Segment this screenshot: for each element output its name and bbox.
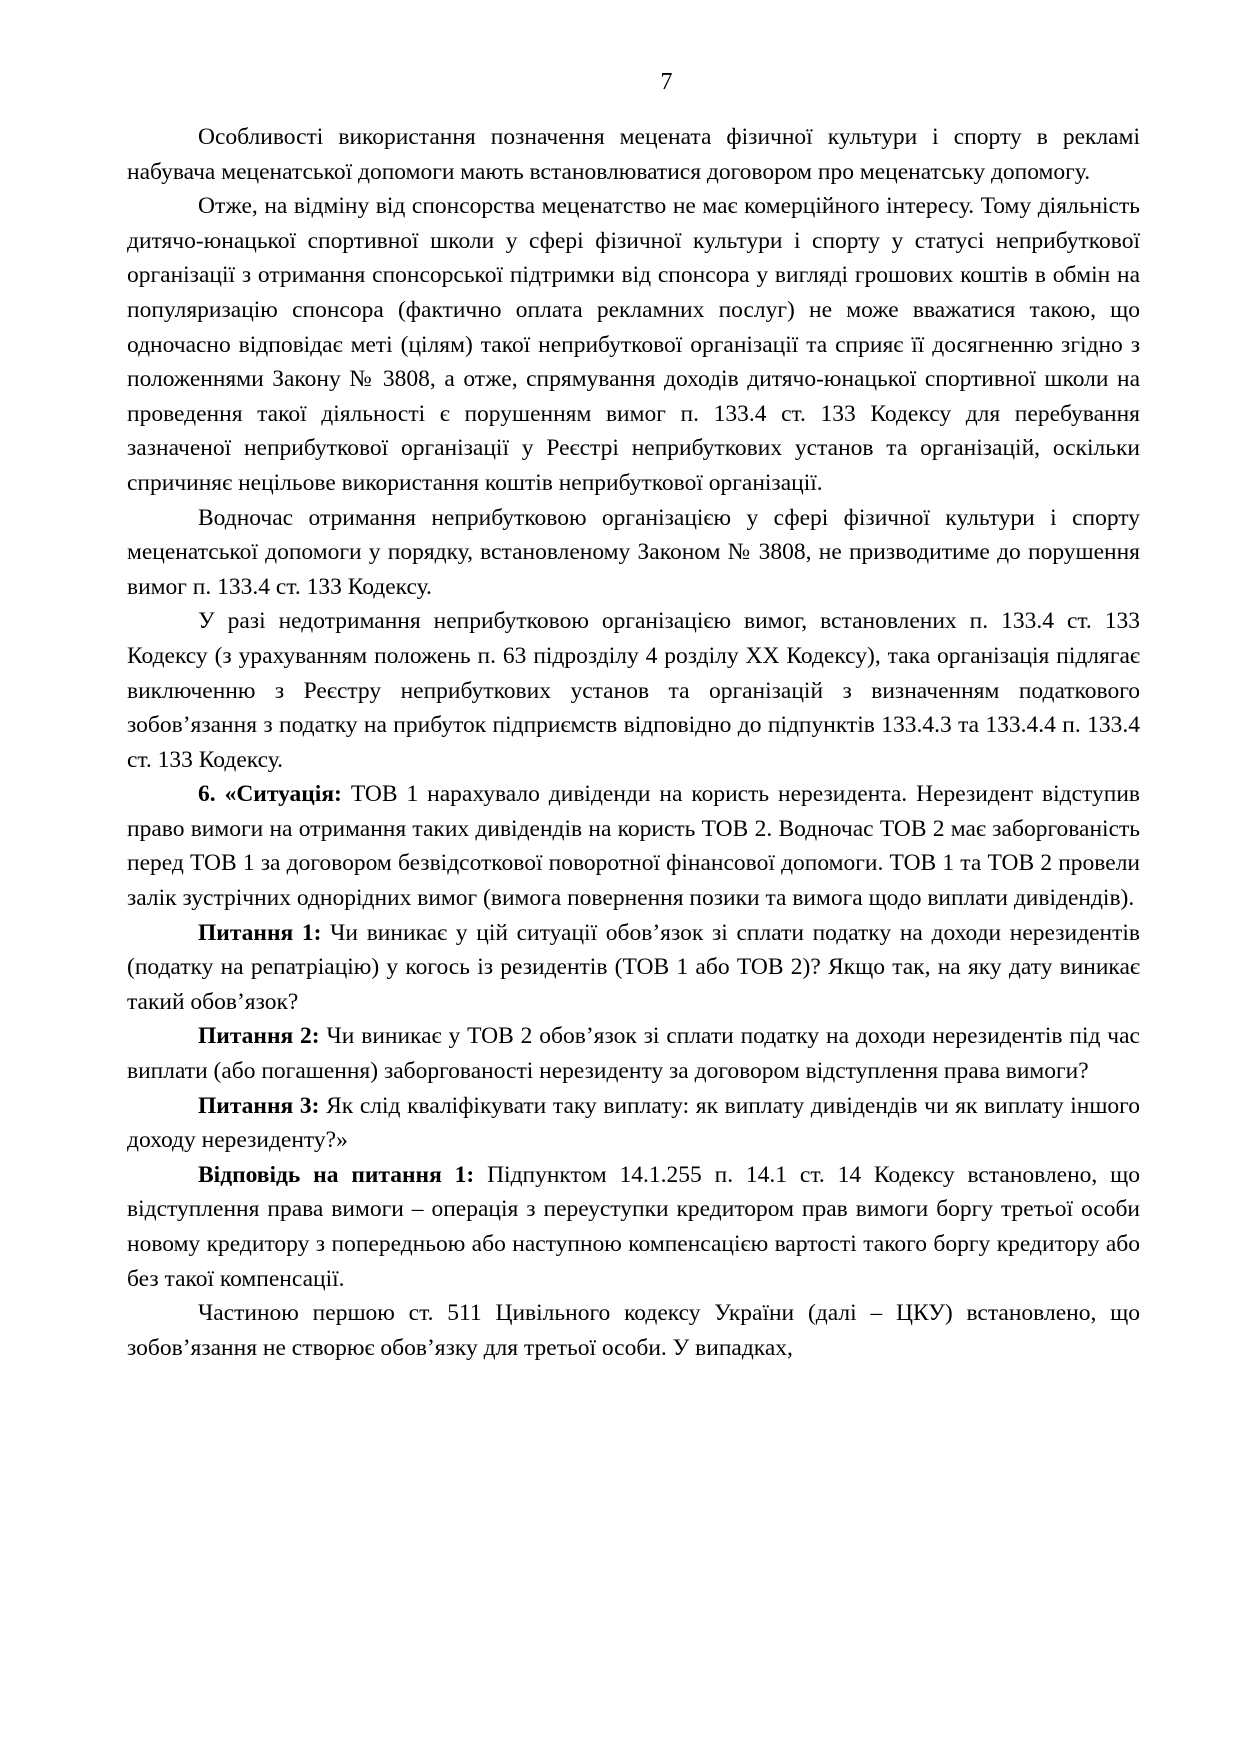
paragraph-lead: Питання 3: <box>198 1092 320 1119</box>
paragraph: Питання 2: Чи виникає у ТОВ 2 обов’язок зі сплати податку на доходи нерезидентів під час виплати (або погашення) заборгованості нерезиденту за договором відступлення права вимоги? <box>127 1023 1140 1085</box>
paragraph: Питання 3: Як слід кваліфікувати таку виплату: як виплату дивідендів чи як виплату іншого доходу нерезиденту?» <box>127 1092 1140 1154</box>
document-body <box>127 120 1140 1365</box>
paragraph-lead: 6. «Ситуація: <box>198 781 342 808</box>
paragraph: Особливості використання позначення мецената фізичної культури і спорту в рекламі набувача меценатської допомоги мають встановлюватися договором про меценатську допомогу. <box>127 124 1140 185</box>
paragraph: Відповідь на питання 1: Підпунктом 14.1.255 п. 14.1 ст. 14 Кодексу встановлено, що відступлення права вимоги – операція з переуступки кредитором прав вимоги боргу третьої особи новому кредитору з попередньою або наступною компенсацією вартості такого боргу кредитору або без такої компенсації. <box>127 1161 1140 1292</box>
paragraph: Питання 1: Чи виникає у цій ситуації обов’язок зі сплати податку на доходи нерезидентів (податку на репатріацію) у когось із резидентів (ТОВ 1 або ТОВ 2)? Якщо так, на яку дату виникає такий обов’язок? <box>127 919 1140 1015</box>
paragraph: 6. «Ситуація: ТОВ 1 нарахувало дивіденди на користь нерезидента. Нерезидент відступив право вимоги на отримання таких дивідендів на користь ТОВ 2. Водночас ТОВ 2 має заборгованість перед ТОВ 1 за договором безвідсоткової поворотної фінансової допомоги. ТОВ 1 та ТОВ 2 провели залік зустрічних однорідних вимог (вимога повернення позики та вимога щодо виплати дивідендів). <box>127 781 1140 912</box>
paragraph-lead: Питання 1: <box>198 919 322 946</box>
paragraph-lead: Питання 2: <box>198 1023 320 1050</box>
paragraph-lead: Відповідь на питання 1: <box>198 1161 475 1188</box>
paragraph: Водночас отримання неприбутковою організацією у сфері фізичної культури і спорту меценатської допомоги у порядку, встановленому Законом № 3808, не призводитиме до порушення вимог п. 133.4 ст. 133 Кодексу. <box>127 504 1140 600</box>
paragraph: У разі недотримання неприбутковою організацією вимог, встановлених п. 133.4 ст. 133 Кодексу (з урахуванням положень п. 63 підрозділу 4 розділу XX Кодексу), така організація підлягає виключенню з Реєстру неприбуткових установ та організацій з визначенням податкового зобов’язання з податку на прибуток підприємств відповідно до підпунктів 133.4.3 та 133.4.4 п. 133.4 ст. 133 Кодексу. <box>127 608 1140 773</box>
paragraph: Частиною першою ст. 511 Цивільного кодексу України (далі – ЦКУ) встановлено, що зобов’язання не створює обов’язку для третьої особи. У випадках, <box>127 1300 1140 1361</box>
paragraph: Отже, на відміну від спонсорства меценатство не має комерційного інтересу. Тому діяльність дитячо-юнацької спортивної школи у сфері фізичної культури і спорту у статусі неприбуткової організації з отримання спонсорської підтримки від спонсора у вигляді грошових коштів в обмін на популяризацію спонсора (фактично оплата рекламних послуг) не може вважатися такою, що одночасно відповідає меті (цілям) такої неприбуткової організації та сприяє її досягненню згідно з положеннями Закону № 3808, а отже, спрямування доходів дитячо-юнацької спортивної школи на проведення такої діяльності є порушенням вимог п. 133.4 ст. 133 Кодексу для перебування зазначеної неприбуткової організації у Реєстрі неприбуткових установ та організацій, оскільки спричиняє нецільове використання коштів неприбуткової організації. <box>127 193 1140 496</box>
page-number: 7 <box>660 69 673 95</box>
